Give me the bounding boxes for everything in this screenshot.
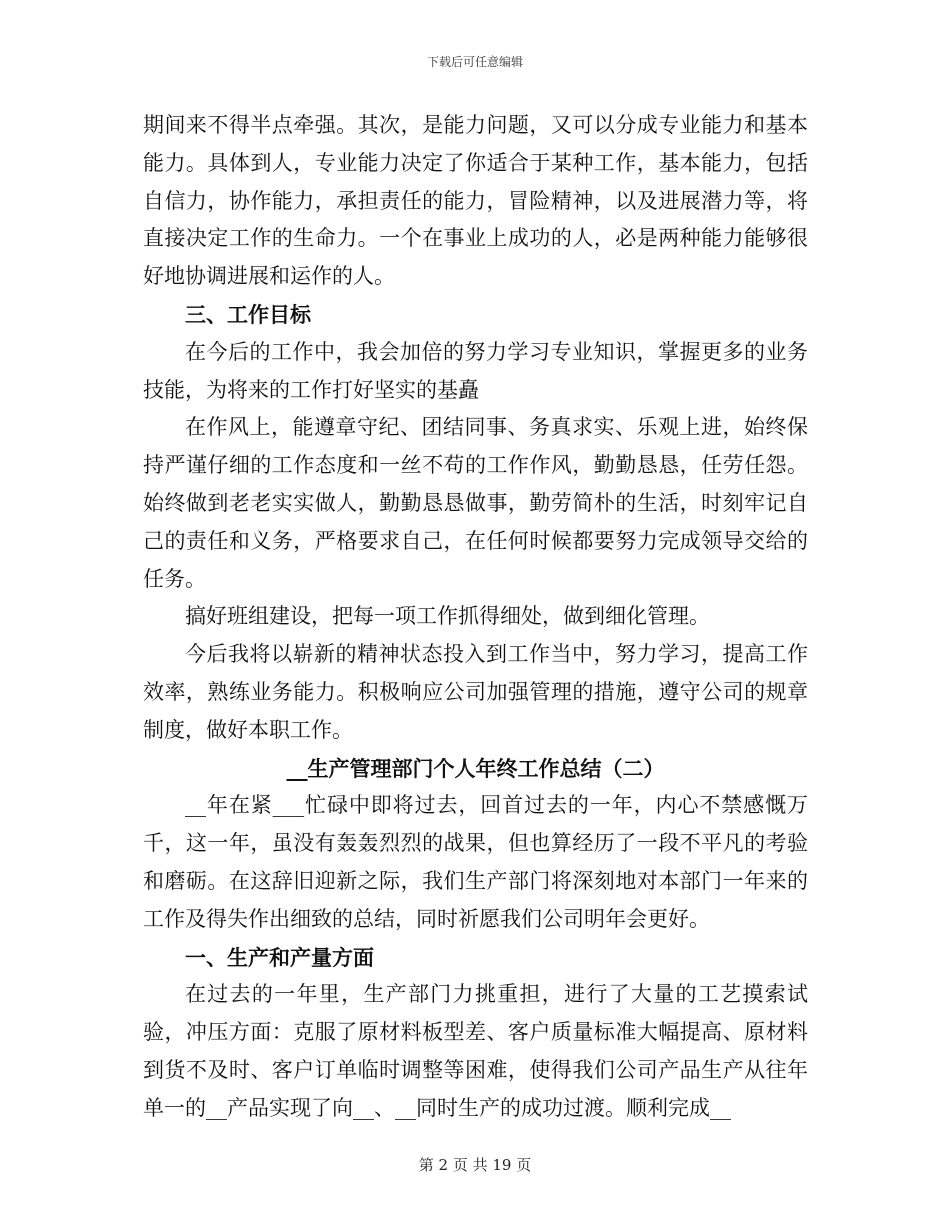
document-title-part-two: __生产管理部门个人年终工作总结（二） <box>286 755 665 781</box>
paragraph-work-style: 在作风上，能遵章守纪、团结同事、务真求实、乐观上进，始终保持严谨仔细的工作态度和一丝不苟的工作作风，勤勤恳恳，任劳任怨。始终做到老老实实做人，勤勤恳恳做事，勤劳简朴的生活，时刻牢记自己的责任和义务，严格要求自己，在任何时候都要努力完成领导交给的任务。 <box>143 415 808 591</box>
paragraph-year-review: __年在紧___忙碌中即将过去，回首过去的一年，内心不禁感慨万千，这一年，虽没有轰轰烈烈的战果，但也算经历了一段不平凡的考验和磨砺。在这辞旧迎新之际，我们生产部门将深刻地对本部门一年来的工作及得失作出细致的总结，同时祈愿我们公司明年会更好。 <box>143 793 808 931</box>
section-heading-work-goals: 三、工作目标 <box>185 301 311 327</box>
section-heading-production: 一、生产和产量方面 <box>185 944 374 970</box>
paragraph-future-commitment: 今后我将以崭新的精神状态投入到工作当中，努力学习，提高工作效率，熟练业务能力。积极响应公司加强管理的措施，遵守公司的规章制度，做好本职工作。 <box>143 642 808 742</box>
paragraph-production-details: 在过去的一年里，生产部门力挑重担，进行了大量的工艺摸索试验，冲压方面：克服了原材料板型差、客户质量标准大幅提高、原材料到货不及时、客户订单临时调整等困难，使得我们公司产品生产从往年单一的__产品实现了向__、__同时生产的成功过渡。顺利完成__ <box>143 982 808 1120</box>
page-footer-pagination: 第 2 页 共 19 页 <box>418 1156 532 1174</box>
paragraph-study-plan: 在今后的工作中，我会加倍的努力学习专业知识，掌握更多的业务技能，为将来的工作打好坚实的基矗 <box>143 339 808 402</box>
paragraph-abilities: 期间来不得半点牵强。其次，是能力问题，又可以分成专业能力和基本能力。具体到人，专业能力决定了你适合于某种工作，基本能力，包括自信力，协作能力，承担责任的能力，冒险精神，以及进展潜力等，将直接决定工作的生命力。一个在事业上成功的人，必是两种能力能够很好地协调进展和运作的人。 <box>143 113 808 289</box>
page-header: 下载后可任意编辑 <box>426 55 523 69</box>
document-body <box>143 107 808 1128</box>
paragraph-team-building: 搞好班组建设，把每一项工作抓得细处，做到细化管理。 <box>185 604 710 629</box>
